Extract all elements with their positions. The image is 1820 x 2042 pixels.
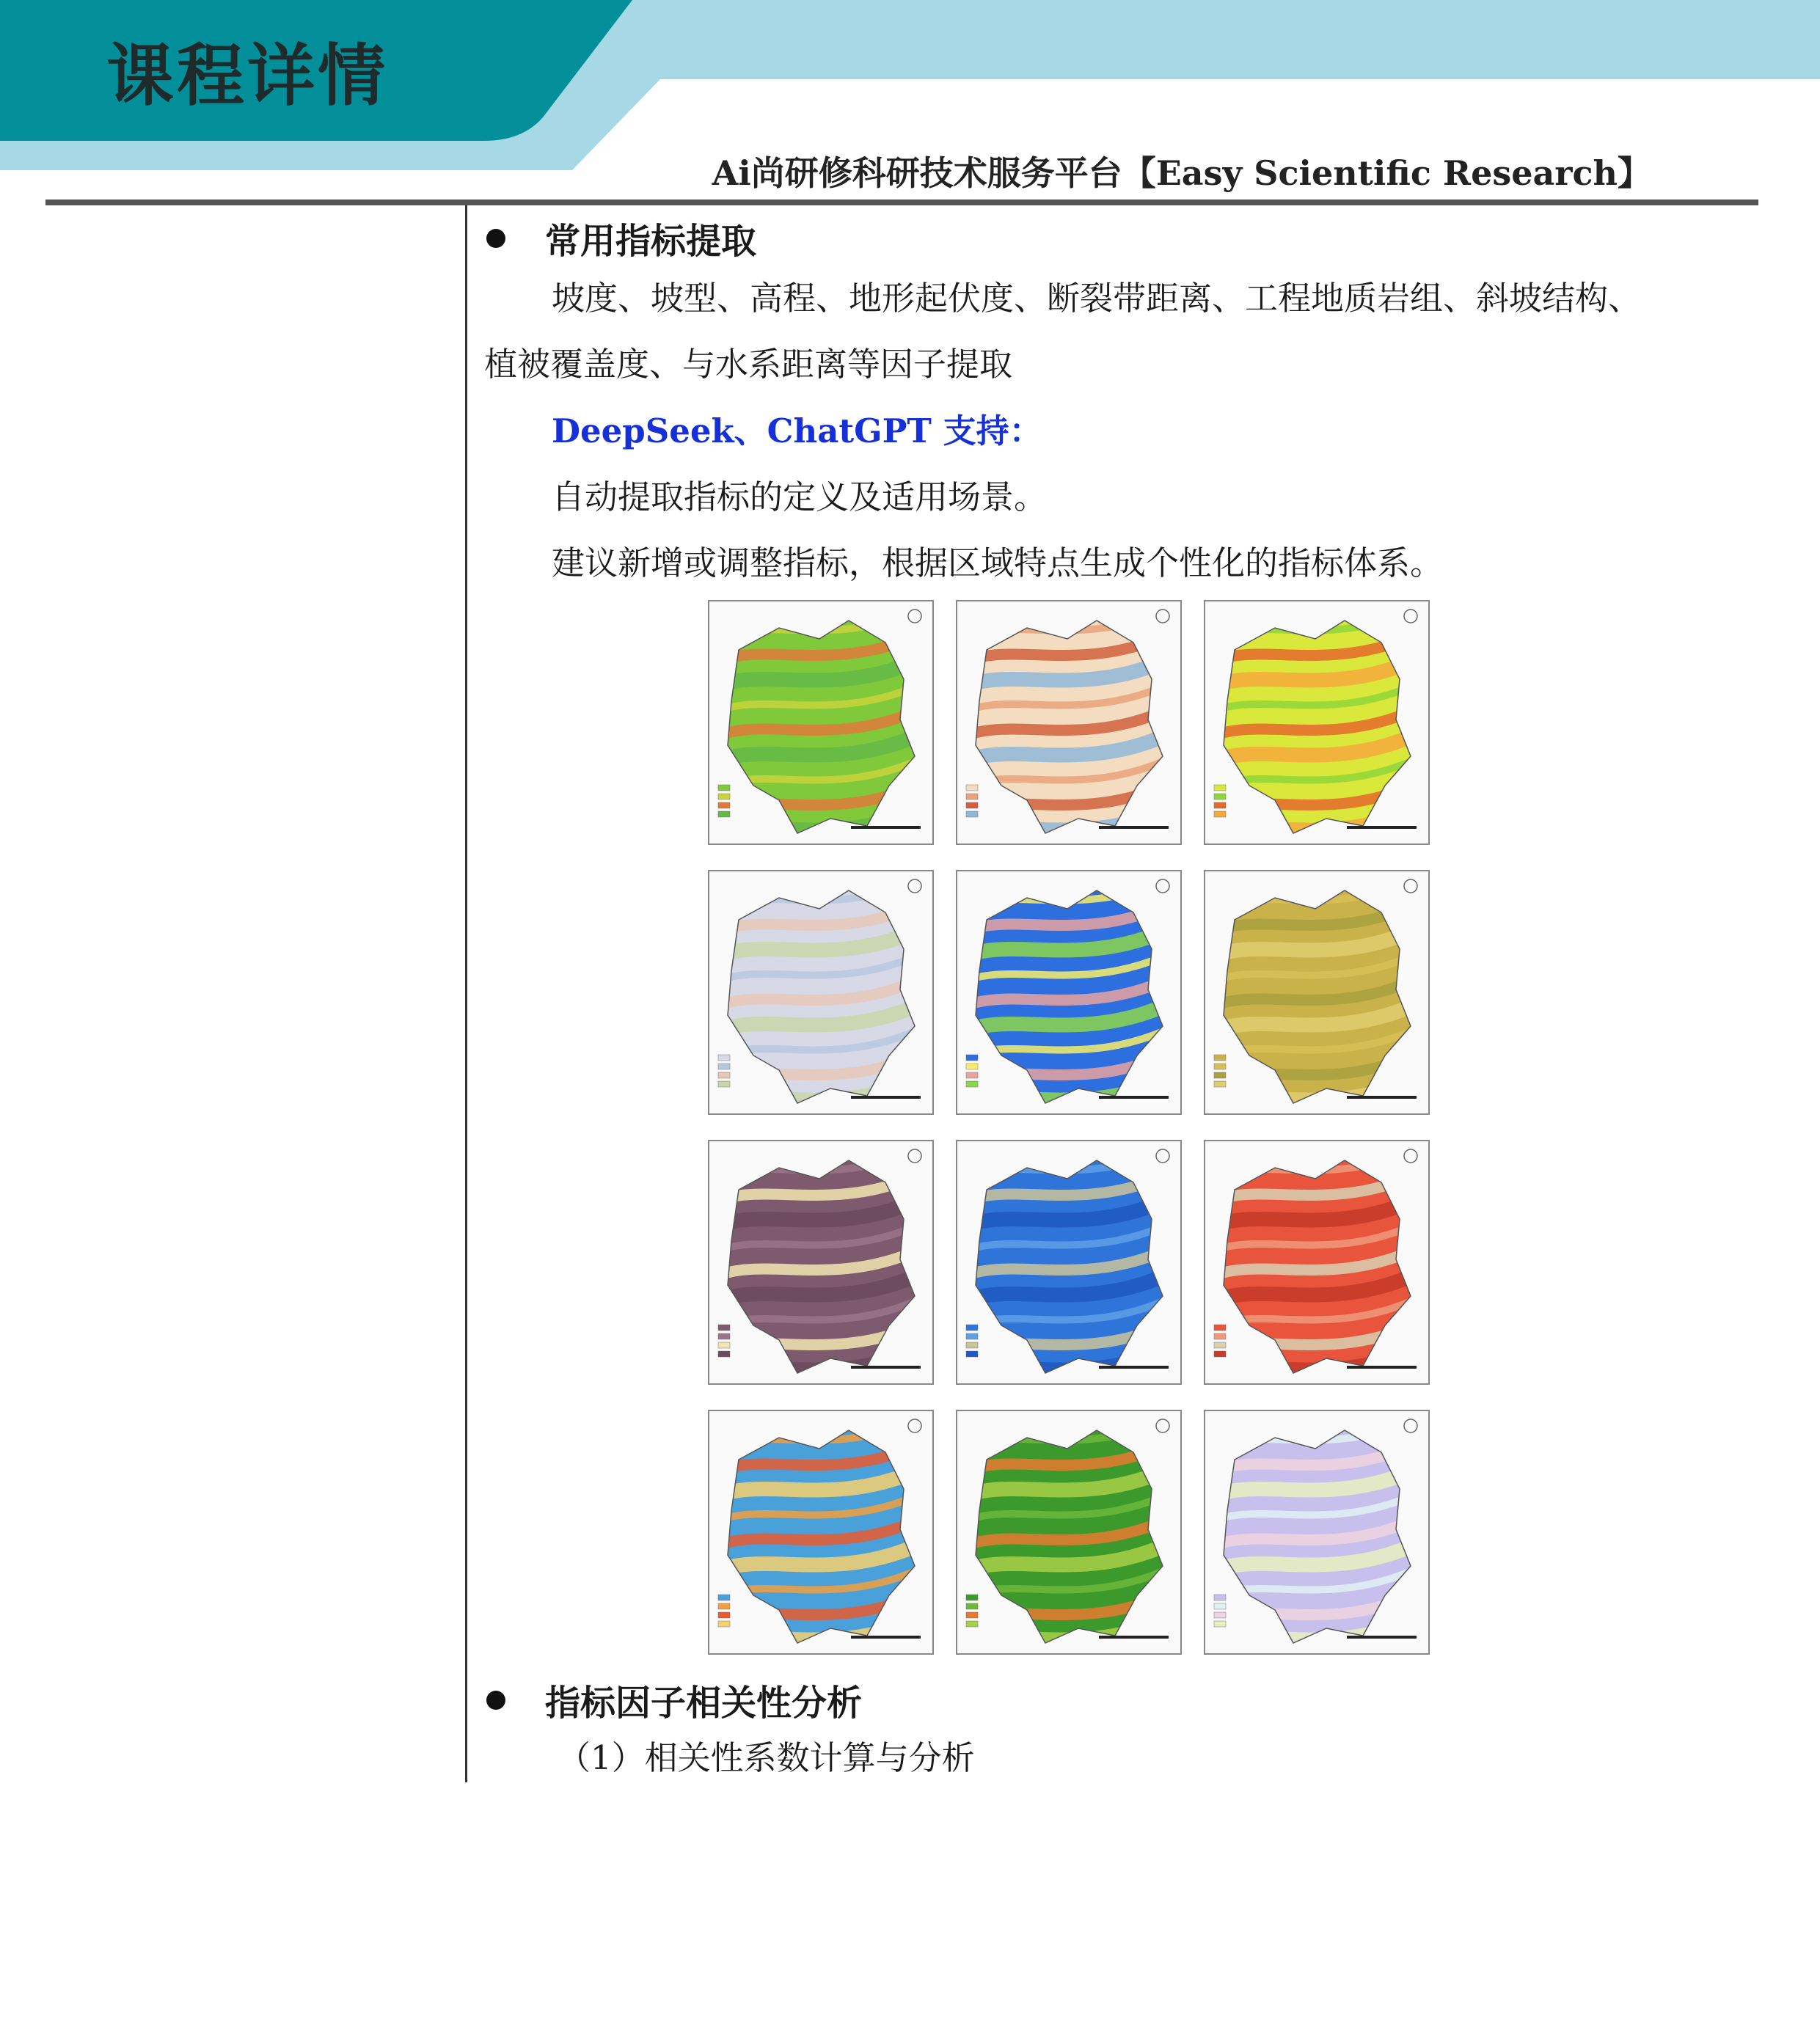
section-heading-text: 指标因子相关性分析 [545,1683,863,1724]
platform-name: Ai尚研修科研技术服务平台【Easy Scientific Research】 [712,153,1651,193]
factor-map-4 [701,863,940,1119]
factor-map-9 [1196,1132,1436,1389]
section-heading-text: 常用指标提取 [545,221,757,262]
factor-map-12 [1196,1402,1436,1659]
factor-map-8 [949,1132,1188,1389]
factor-map-11 [949,1402,1188,1659]
factor-map-3 [1196,593,1436,849]
factor-map-6 [1196,863,1436,1119]
factor-map-2 [949,593,1188,849]
factor-map-10 [701,1402,940,1659]
page-title: 课程详情 [106,37,389,115]
factor-map-grid [701,593,1441,1656]
bullet-dot-icon [486,1691,505,1710]
factor-map-7 [701,1132,940,1389]
header-divider [45,200,1758,205]
section-heading-correlation [486,1675,862,1725]
bullet-dot-icon [486,229,505,248]
indicator-list-line-2: 植被覆盖度、与水系距离等因子提取 [484,345,1013,384]
factor-map-5 [949,863,1188,1119]
ai-support-label: DeepSeek、ChatGPT 支持： [552,411,1042,450]
factor-map-1 [701,593,940,849]
ai-point-2: 建议新增或调整指标，根据区域特点生成个性化的指标体系。 [552,544,1444,582]
section-heading-indicators [486,213,756,263]
correlation-subsection: （1）相关性系数计算与分析 [558,1738,975,1777]
ai-point-1: 自动提取指标的定义及适用场景。 [552,477,1048,516]
content-margin-line [465,205,467,1782]
indicator-list-line-1: 坡度、坡型、高程、地形起伏度、断裂带距离、工程地质岩组、斜坡结构、 [552,279,1642,318]
